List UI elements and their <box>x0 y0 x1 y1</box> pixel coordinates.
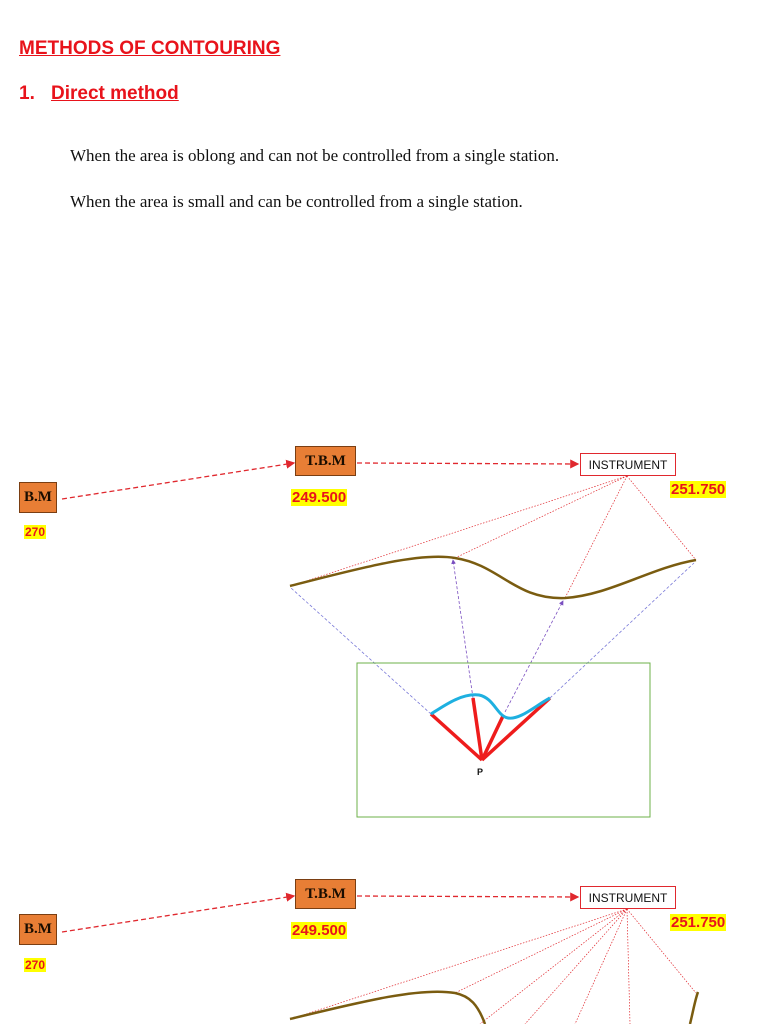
tbm-label-2: T.B.M <box>305 885 346 902</box>
instrument-label-2: INSTRUMENT <box>588 890 668 905</box>
tbm-box <box>295 446 356 476</box>
bm-value-2: 270 <box>25 958 46 972</box>
bm-label-2: B.M <box>24 921 52 937</box>
instrument-value: 251.750 <box>671 481 726 498</box>
tbm-value-2: 249.500 <box>292 922 347 939</box>
figure-1-lines <box>62 463 696 817</box>
instrument-label: INSTRUMENT <box>588 457 668 472</box>
paragraph-small-area: When the area is small and can be controlled from a single station. <box>70 192 523 211</box>
instrument-value-2: 251.750 <box>671 914 726 931</box>
bm-box <box>19 482 57 513</box>
point-p-label: P <box>477 767 484 777</box>
page-title: METHODS OF CONTOURING <box>19 38 281 59</box>
tbm-box-2 <box>295 879 356 909</box>
tbm-label: T.B.M <box>305 452 346 469</box>
instrument-box <box>580 453 676 476</box>
tbm-value: 249.500 <box>292 489 347 506</box>
paragraph-oblong-area: When the area is oblong and can not be controlled from a single station. <box>70 146 560 165</box>
section-title: Direct method <box>51 83 179 104</box>
section-number: 1. <box>19 83 35 104</box>
bm-value: 270 <box>25 525 46 539</box>
bm-box-2 <box>19 914 57 945</box>
bm-label: B.M <box>24 489 52 505</box>
instrument-box-2 <box>580 886 676 909</box>
figure-2-lines <box>62 896 698 1024</box>
